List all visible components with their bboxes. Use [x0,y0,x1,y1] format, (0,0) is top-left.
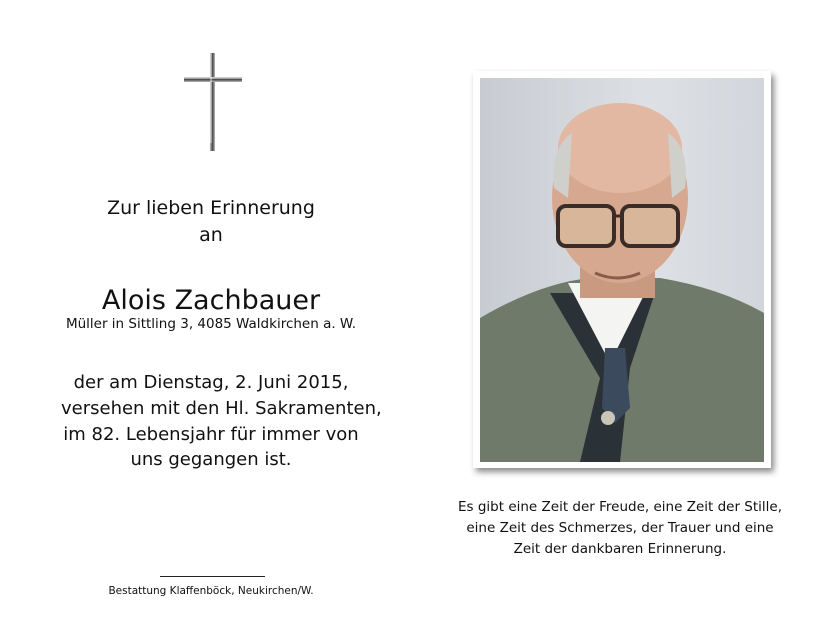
cross-icon [182,53,244,151]
body-line: uns gegangen ist. [130,449,292,470]
portrait-photo [480,78,764,462]
heading-line-1: Zur lieben Erinnerung [107,197,315,219]
heading-line-2: an [199,224,223,246]
deceased-name: Alois Zachbauer [101,285,321,316]
body-line: versehen mit den Hl. Sakramenten, [61,398,382,419]
quote-line: eine Zeit des Schmerzes, der Trauer und eine [466,520,774,536]
quote-line: Zeit der dankbaren Erinnerung. [513,541,727,557]
divider [160,576,265,577]
deceased-address: Müller in Sittling 3, 4085 Waldkirchen a. W. [65,316,357,332]
quote-line: Es gibt eine Zeit der Freude, eine Zeit der Stille, [457,499,783,515]
body-line: im 82. Lebensjahr für immer von [63,424,359,445]
body-line: der am Dienstag, 2. Juni 2015, [73,372,349,393]
portrait-frame [473,71,771,468]
undertaker: Bestattung Klaffenböck, Neukirchen/W. [108,585,314,597]
